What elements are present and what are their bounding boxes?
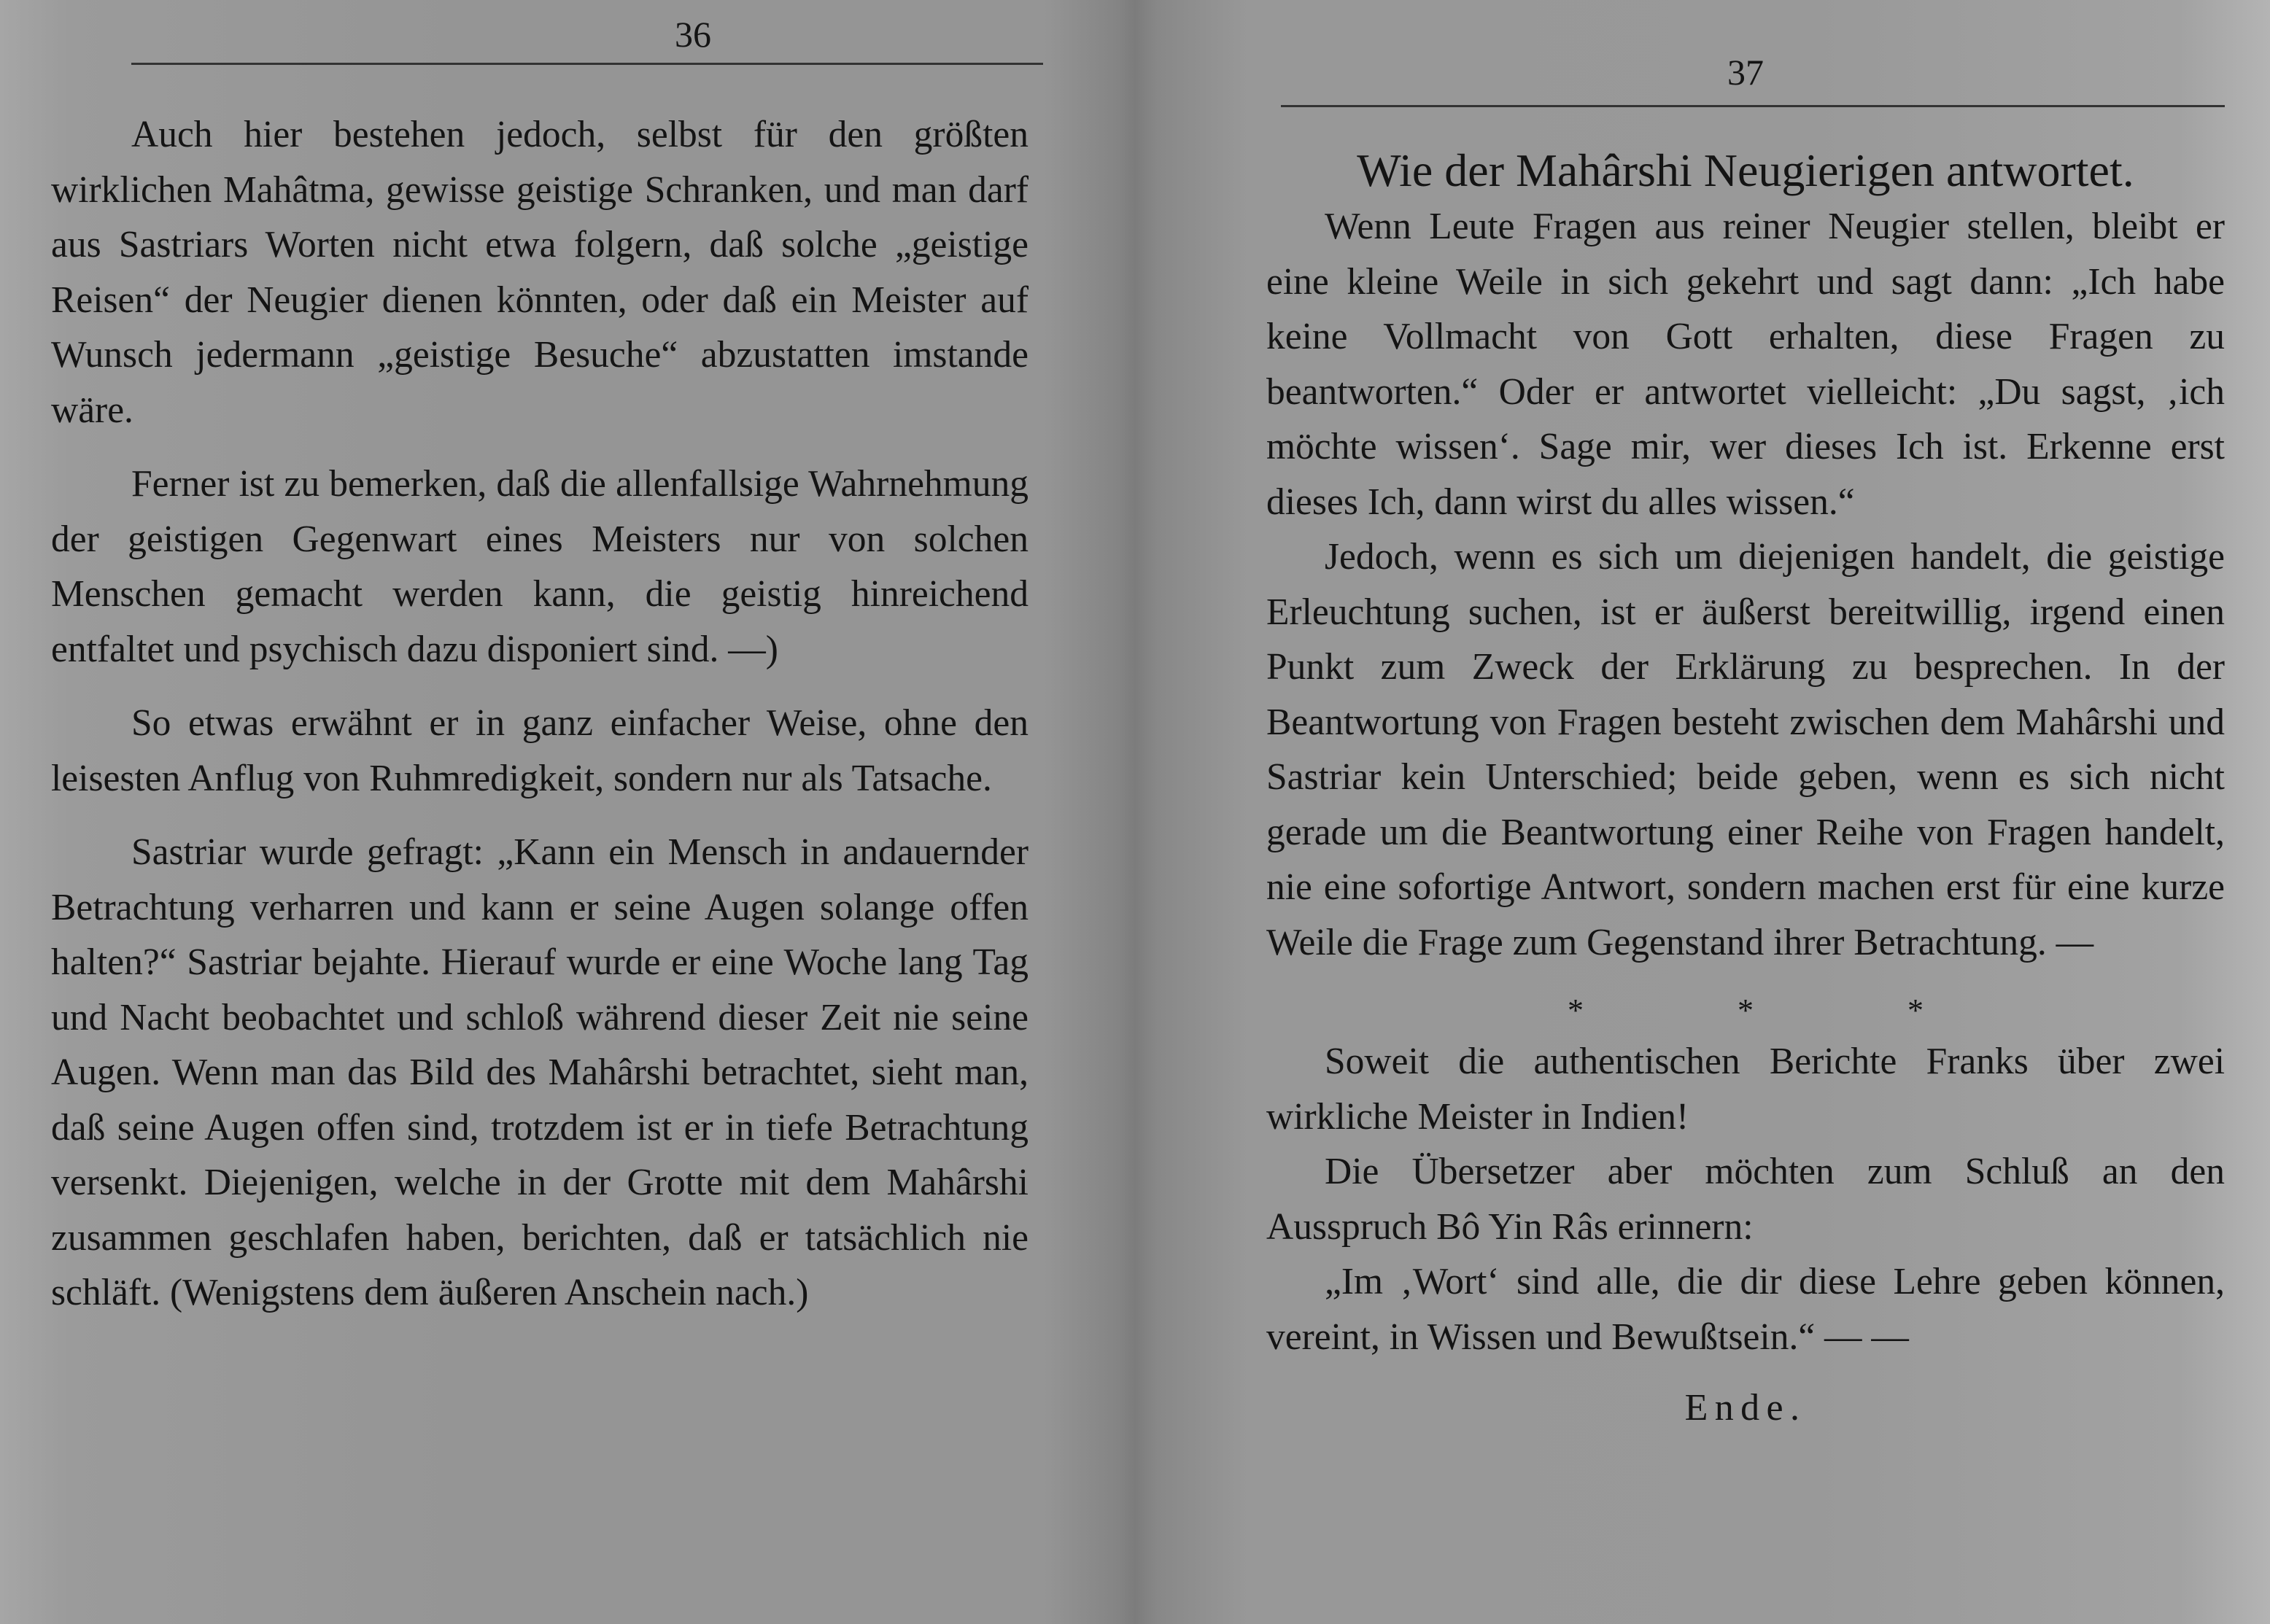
paragraph: Wenn Leute Fragen aus reiner Neugier stellen, bleibt er eine kleine Weile in sich gekehrt und sagt dann: „Ich habe keine Vollmacht von Gott erhalten, diese Fragen zu beantworten.“ Oder er antwortet vielleicht: „Du sagst, ‚ich möchte wissen‘. Sage mir, wer dieses Ich ist. Erkenne erst dieses Ich, dann wirst du alles wissen.“ (1266, 206, 2225, 523)
right-page (1138, 0, 2270, 1624)
header-rule-left (131, 63, 1043, 65)
page-number-left: 36 (675, 14, 711, 55)
closing-paragraph: Soweit die authentischen Berichte Franks über zwei wirkliche Meister in Indien! (1266, 1041, 2225, 1138)
left-page (0, 0, 1116, 1624)
paragraph: Sastriar wurde gefragt: „Kann ein Mensch in andauernder Betrachtung verharren und kann er seine Augen solange offen halten?“ Sastriar bejahte. Hierauf wurde er eine Woche lang Tag und Nacht beobachtet und schloß während dieser Zeit nie seine Augen. Wenn man das Bild des Mahârshi betrachtet, sieht man, daß seine Augen offen sind, trotzdem ist er in tiefe Betrachtung versenkt. Diejenigen, welche in der Grotte mit dem Mahârshi zusammen geschlafen haben, berichten, daß er tatsächlich nie schläft. (Wenigstens dem äußeren Anschein nach.) (51, 831, 1029, 1313)
page-number-right: 37 (1727, 52, 1764, 93)
paragraph: So etwas erwähnt er in ganz einfacher Weise, ohne den leisesten Anflug von Ruhmredigkeit, sondern nur als Tatsache. (51, 702, 1029, 799)
chapter-heading: Wie der Mahârshi Neugierigen antwortet. (1357, 144, 2134, 196)
paragraph: Ferner ist zu bemerken, daß die allenfallsige Wahrnehmung der geistigen Gegenwart eines Meisters nur von solchen Menschen gemacht werden kann, die geistig hinreichend entfaltet und psychisch dazu disponiert sind. —) (51, 463, 1029, 670)
quote-paragraph: „Im ‚Wort‘ sind alle, die dir diese Lehre geben können, vereint, in Wissen und Bewußtsein.“ — — (1266, 1261, 2225, 1358)
header-rule-right (1281, 105, 2225, 107)
closing-paragraph: Die Übersetzer aber möchten zum Schluß an den Ausspruch Bô Yin Râs erinnern: (1266, 1151, 2225, 1248)
separator-star: * (1907, 992, 1924, 1028)
end-marker: Ende. (1684, 1387, 1807, 1429)
section-separator (1266, 992, 2225, 1028)
separator-star: * (1568, 992, 1584, 1028)
paragraph: Jedoch, wenn es sich um diejenigen handelt, die geistige Erleuchtung suchen, ist er äußerst bereitwillig, irgend einen Punkt zum Zweck der Erklärung zu besprechen. In der Beantwortung von Fragen besteht zwischen dem Mahârshi und Sastriar kein Unterschied; beide geben, wenn es sich nicht gerade um die Beantwortung einer Reihe von Fragen handelt, nie eine sofortige Antwort, sondern machen erst für eine kurze Weile die Frage zum Gegenstand ihrer Betrachtung. — (1266, 536, 2225, 963)
paragraph: Auch hier bestehen jedoch, selbst für den größten wirklichen Mahâtma, gewisse geistige Schranken, und man darf aus Sastriars Worten nicht etwa folgern, daß solche „geistige Reisen“ der Neugier dienen könnten, oder daß ein Meister auf Wunsch jedermann „geistige Besuche“ abzustatten imstande wäre. (51, 114, 1029, 431)
separator-star: * (1738, 992, 1754, 1028)
